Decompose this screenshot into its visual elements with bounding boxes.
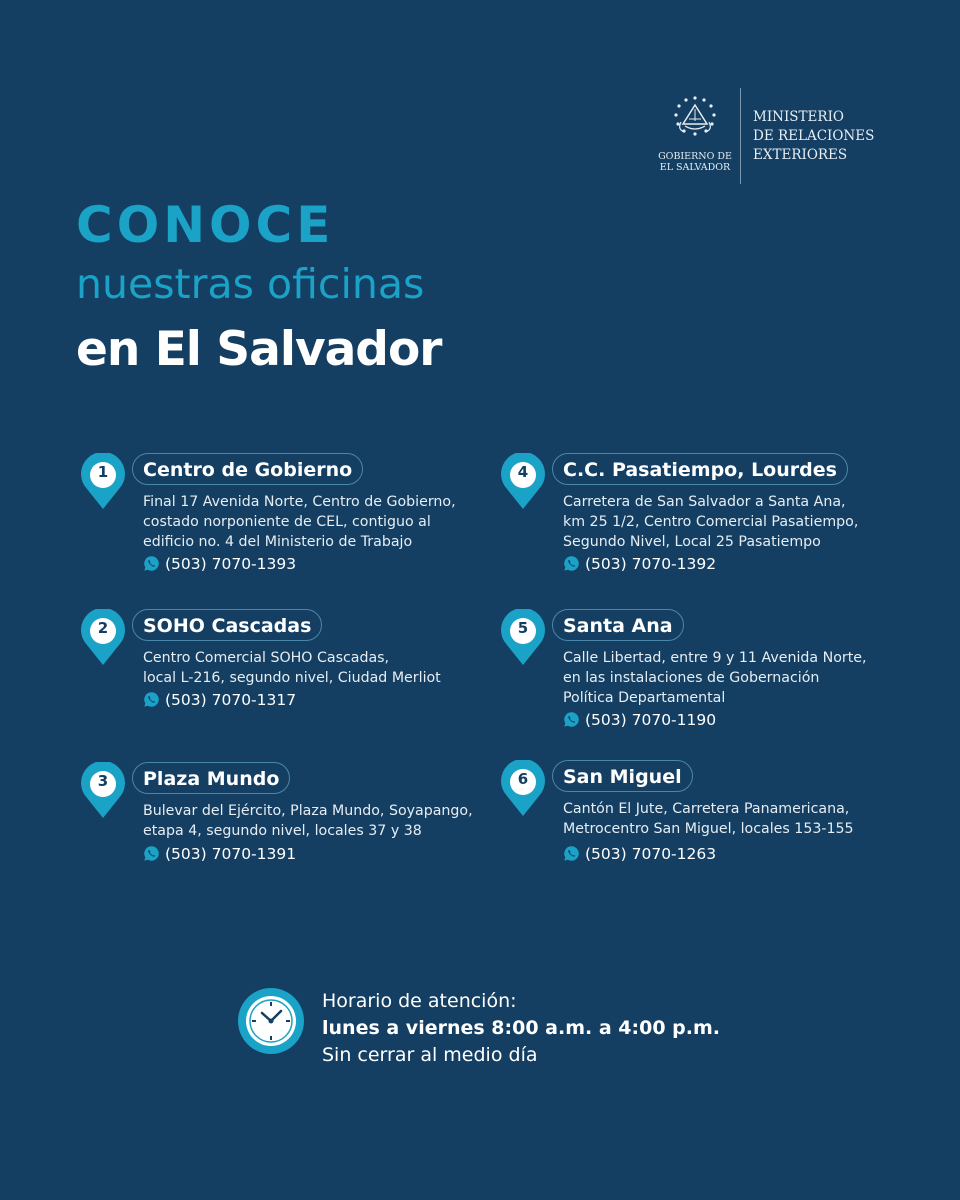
headline-conoce: CONOCE — [76, 196, 335, 254]
phone-number: (503) 7070-1392 — [585, 555, 717, 573]
office-phone[interactable] — [563, 554, 716, 574]
office-address — [143, 648, 488, 688]
office-name: Santa Ana — [552, 609, 684, 641]
location-pin-icon — [499, 760, 547, 820]
location-pin-icon — [79, 609, 127, 669]
address-line: Calle Libertad, entre 9 y 11 Avenida Norte, — [563, 650, 867, 666]
hours-text — [322, 988, 720, 1069]
headline-nuestras-oficinas: nuestras oficinas — [76, 260, 425, 308]
office-4 — [499, 453, 899, 583]
phone-number: (503) 7070-1263 — [585, 845, 717, 863]
address-line: Final 17 Avenida Norte, Centro de Gobierno, — [143, 494, 456, 510]
ministry-name — [753, 108, 874, 165]
whatsapp-icon — [563, 711, 580, 728]
whatsapp-icon — [143, 691, 160, 708]
office-hours — [238, 988, 798, 1068]
office-phone[interactable] — [143, 554, 296, 574]
address-line: Carretera de San Salvador a Santa Ana, — [563, 494, 846, 510]
address-line: local L-216, segundo nivel, Ciudad Merliot — [143, 670, 441, 686]
office-2 — [79, 609, 479, 719]
location-pin-icon — [79, 453, 127, 513]
office-number: 4 — [517, 463, 529, 481]
location-pin-icon — [499, 609, 547, 669]
phone-number: (503) 7070-1393 — [165, 555, 297, 573]
office-5 — [499, 609, 899, 739]
whatsapp-icon — [143, 555, 160, 572]
address-line: en las instalaciones de Gobernación — [563, 670, 820, 686]
address-line: Política Departamental — [563, 690, 726, 706]
hours-days: lunes a viernes 8:00 a.m. a 4:00 p.m. — [322, 1017, 720, 1039]
whatsapp-icon — [143, 845, 160, 862]
whatsapp-icon — [563, 555, 580, 572]
office-number: 5 — [517, 619, 529, 637]
office-6 — [499, 760, 899, 870]
phone-number: (503) 7070-1391 — [165, 845, 297, 863]
government-logo — [655, 88, 895, 188]
location-pin-icon — [79, 762, 127, 822]
address-line: costado norponiente de CEL, contiguo al — [143, 514, 431, 530]
office-number: 6 — [517, 770, 529, 788]
address-line: edificio no. 4 del Ministerio de Trabajo — [143, 534, 413, 550]
address-line: Bulevar del Ejército, Plaza Mundo, Soyapango, — [143, 803, 473, 819]
address-line: km 25 1/2, Centro Comercial Pasatiempo, — [563, 514, 859, 530]
office-name: SOHO Cascadas — [132, 609, 322, 641]
address-line: Segundo Nivel, Local 25 Pasatiempo — [563, 534, 821, 550]
ministry-line-3: EXTERIORES — [753, 147, 848, 163]
whatsapp-icon — [563, 845, 580, 862]
location-pin-icon — [499, 453, 547, 513]
ministry-line-2: DE RELACIONES — [753, 128, 875, 144]
office-3 — [79, 762, 479, 872]
office-number: 2 — [97, 619, 109, 637]
office-number: 3 — [97, 772, 109, 790]
office-address — [563, 492, 908, 552]
office-1 — [79, 453, 479, 583]
office-phone[interactable] — [563, 710, 716, 730]
office-number: 1 — [97, 463, 109, 481]
address-line: Cantón El Jute, Carretera Panamericana, — [563, 801, 850, 817]
office-address — [143, 801, 488, 841]
office-address — [563, 799, 908, 839]
office-phone[interactable] — [563, 844, 716, 864]
address-line: etapa 4, segundo nivel, locales 37 y 38 — [143, 823, 422, 839]
government-name — [655, 152, 735, 173]
office-name: San Miguel — [552, 760, 693, 792]
office-name: Centro de Gobierno — [132, 453, 363, 485]
office-name: C.C. Pasatiempo, Lourdes — [552, 453, 848, 485]
logo-divider — [740, 88, 741, 184]
address-line: Metrocentro San Miguel, locales 153-155 — [563, 821, 854, 837]
office-address — [143, 492, 488, 552]
clock-icon — [238, 988, 304, 1054]
office-address — [563, 648, 908, 708]
address-line: Centro Comercial SOHO Cascadas, — [143, 650, 390, 666]
hours-note: Sin cerrar al medio día — [322, 1044, 538, 1066]
government-line-2: EL SALVADOR — [659, 161, 731, 173]
government-line-1: GOBIERNO DE — [658, 151, 732, 162]
office-phone[interactable] — [143, 844, 296, 864]
hours-label: Horario de atención: — [322, 990, 517, 1012]
ministry-line-1: MINISTERIO — [753, 109, 844, 125]
phone-number: (503) 7070-1190 — [585, 711, 717, 729]
phone-number: (503) 7070-1317 — [165, 691, 297, 709]
coat-of-arms-icon — [663, 92, 727, 148]
headline-en-el-salvador: en El Salvador — [76, 322, 442, 377]
office-phone[interactable] — [143, 690, 296, 710]
office-name: Plaza Mundo — [132, 762, 290, 794]
